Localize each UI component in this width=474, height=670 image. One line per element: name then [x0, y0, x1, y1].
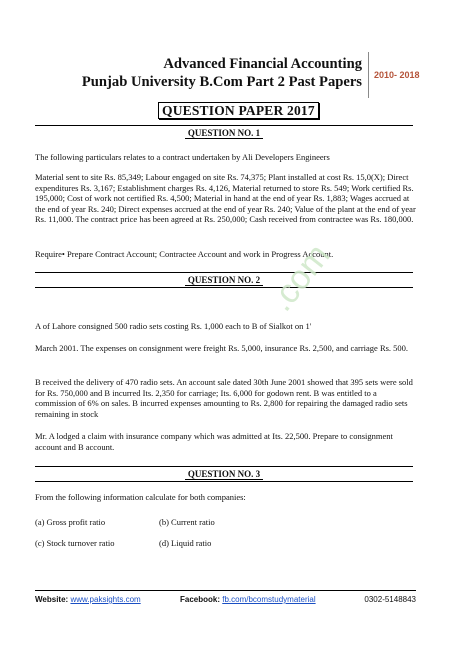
question-1-body: Material sent to site Rs. 85,349; Labour engaged on site Rs. 74,375; Plant installed at cost Rs. 15,0(X); Direct expenditures Rs. 3,167; Establishment charges Rs. 4,126, Material returned to store Rs. 549; Work certified Rs. 195,000; Cost of work not certified Rs. 4,500; Material in hand at the end of year Rs. 1,883; Wages accrued at the end of year Rs. 240; Direct expenses accrued at the end of year Rs. 240; Value of the plant at the end of year Rs. 11,000. The contract price has been agreed at Rs. 250,000; Cash received from contractee was Rs. 180,000.: [35, 172, 416, 225]
divider: [35, 466, 413, 467]
divider: [35, 287, 413, 288]
footer-divider: [35, 590, 416, 591]
question-3-heading-text: QUESTION NO. 3: [185, 469, 263, 480]
question-3-heading: [35, 466, 413, 482]
question-3-intro: From the following information calculate for both companies:: [35, 492, 246, 502]
option-d: (d) Liquid ratio: [159, 538, 212, 548]
header-years: 2010- 2018: [374, 70, 420, 80]
option-b: (b) Current ratio: [159, 517, 215, 527]
footer-website: [35, 595, 141, 604]
question-2-heading-text: QUESTION NO. 2: [185, 275, 263, 286]
paper-title-text: QUESTION PAPER 2017: [158, 102, 319, 119]
facebook-label: Facebook:: [180, 595, 221, 604]
website-label: Website:: [35, 595, 69, 604]
question-2-paragraph-1: A of Lahore consigned 500 radio sets costing Rs. 1,000 each to B of Sialkot on 1': [35, 321, 312, 331]
header-title-line2: Punjab University B.Com Part 2 Past Papers: [81, 74, 362, 90]
document-header-title: [82, 56, 362, 91]
question-1-heading: [35, 125, 413, 139]
facebook-link[interactable]: fb.com/bcomstudymaterial: [222, 595, 316, 604]
header-title-line1: Advanced Financial Accounting: [163, 56, 362, 72]
question-1-intro: The following particulars relates to a contract undertaken by Ali Developers Engineers: [35, 152, 330, 162]
option-c: (c) Stock turnover ratio: [35, 538, 115, 548]
question-1-requirement: Require• Prepare Contract Account; Contractee Account and work in Progress Account.: [35, 249, 334, 259]
watermark: .com: [262, 236, 338, 319]
question-2-paragraph-3: B received the delivery of 470 radio sets. An account sale dated 30th June 2001 showed that 395 sets were sold for Rs. 750,000 and B incurred Its. 2,350 for carriage; Its. 6,000 for godown rent. B was entitled to a commission of 6% on sales. B incurred expenses amounting to Rs. 2,800 for repairing the damaged radio sets remaining in stock: [35, 377, 413, 419]
question-2-paragraph-2: March 2001. The expenses on consignment were freight Rs. 5,000, insurance Rs. 2,500, and carriage Rs. 500.: [35, 343, 409, 353]
paper-title: [158, 103, 319, 119]
option-a: (a) Gross profit ratio: [35, 517, 106, 527]
website-link[interactable]: www.paksights.com: [70, 595, 141, 604]
footer-phone: 0302-5148843: [364, 595, 416, 604]
divider: [35, 272, 413, 273]
divider: [35, 481, 413, 482]
question-2-heading: [35, 272, 413, 288]
divider: [35, 125, 413, 126]
question-2-paragraph-4: Mr. A lodged a claim with insurance company which was admitted at Its. 22,500. Prepare to consignment account and B account.: [35, 431, 393, 452]
header-divider: [368, 52, 369, 98]
question-1-heading-text: QUESTION NO. 1: [185, 128, 263, 139]
footer-facebook: [180, 595, 316, 604]
